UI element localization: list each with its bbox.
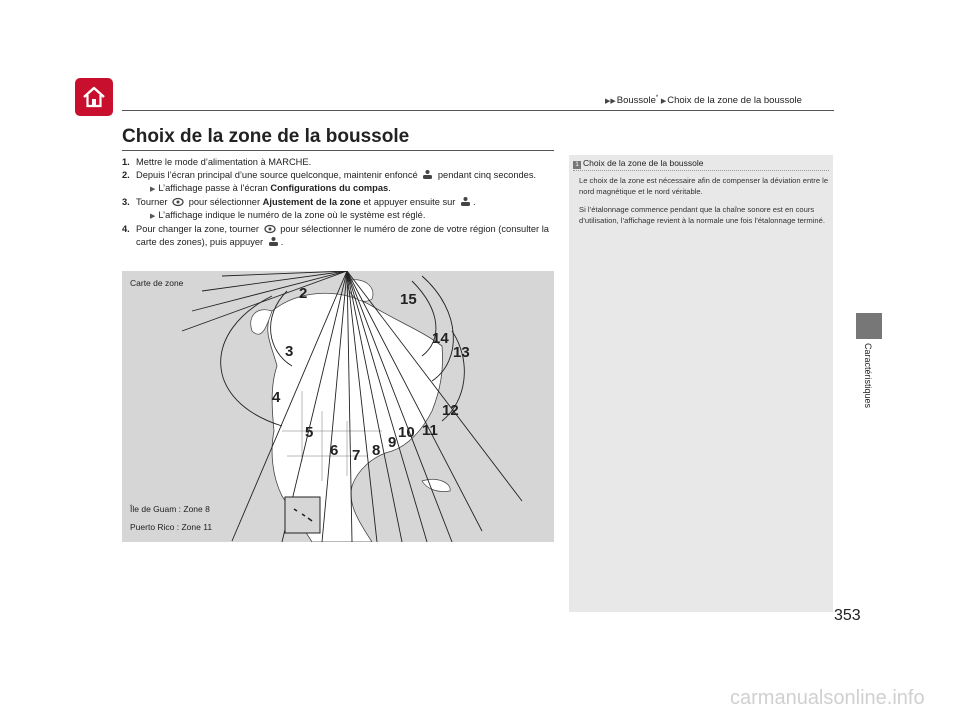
breadcrumb-boussole[interactable]: Boussole [616,95,656,107]
result-text: L’affichage indique le numéro de la zone où le système est réglé. [158,210,426,220]
chapter-tab[interactable] [856,313,882,339]
step-text: Depuis l’écran principal d’une source quelconque, maintenir enfoncé [136,170,418,180]
punct: . [280,237,284,247]
zone-4: 4 [272,389,281,406]
chapter-label: Caractéristiques [863,343,873,409]
sidebar-para-1: Le choix de la zone est nécessaire afin de compenser la déviation entre le nord magnétique et le nord véritable. [579,176,829,196]
zone-10: 10 [398,424,415,441]
press-icon [268,236,279,247]
note-sidebar [569,155,833,612]
step-text: Mettre le mode d’alimentation à MARCHE. [136,157,312,167]
map-title: Carte de zone [130,278,184,288]
step-number: 2. [122,170,130,180]
step-text: Tourner [136,197,168,207]
note-badge: 1 [573,161,581,169]
zone-15: 15 [400,291,417,308]
zone-14: 14 [432,330,449,347]
sidebar-rule [573,170,829,171]
step-3-result: ▶ L’affichage indique le numéro de la zone où le système est réglé. [150,210,426,220]
puerto-rico-label: Puerto Rico : Zone 11 [130,522,213,532]
step-4 [122,223,554,249]
zone-11: 11 [422,422,438,439]
rotate-icon [264,223,276,234]
zone-12: 12 [442,402,459,419]
page-title: Choix de la zone de la boussole [122,126,410,147]
step-number: 1. [122,157,130,167]
watermark: carmanualsonline.info [730,687,925,709]
home-button[interactable] [75,78,113,116]
press-icon [460,196,471,207]
zone-9: 9 [388,434,397,451]
step-2-result: ▶ L’affichage passe à l’écran Configurations du compas. [150,183,391,193]
step-text: pour sélectionner [188,197,261,207]
zone-6: 6 [330,442,339,459]
guam-label: Île de Guam : Zone 8 [130,504,210,514]
breadcrumb: ▶▶Boussole* ▶Choix de la zone de la boussole [605,95,802,107]
zone-5: 5 [305,424,314,441]
home-icon [79,82,109,112]
result-text: L’affichage passe à l’écran [158,183,268,193]
zone-7: 7 [352,447,361,464]
step-text: pour sélectionner le numéro de zone de votre région (consulter la carte des zones), puis appuyer [136,224,549,247]
step-3 [122,196,554,223]
rotate-icon [172,196,184,207]
punct: . [388,183,391,193]
step-text: Pour changer la zone, tourner [136,224,260,234]
sidebar-heading-text: Choix de la zone de la boussole [583,158,704,168]
zone-2: 2 [299,285,308,302]
zone-13: 13 [453,344,470,361]
punct: . [472,197,476,207]
step-number: 3. [122,197,130,207]
step-1 [122,156,554,169]
zone-8: 8 [372,442,381,459]
sidebar-body [579,175,829,233]
zone-3: 3 [285,343,294,360]
header-rule [122,110,834,111]
breadcrumb-current: Choix de la zone de la boussole [667,95,802,107]
menu-item-name: Ajustement de la zone [262,197,361,207]
step-text: pendant cinq secondes. [437,170,537,180]
zone-map [122,271,554,542]
step-2 [122,169,554,196]
sidebar-para-2: Si l’étalonnage commence pendant que la chaîne sonore est en cours d’utilisation, l’affichage revient à la normale une fois l’étalonnage terminé. [579,205,825,225]
screen-name: Configurations du compas [270,183,389,193]
title-rule [122,150,554,151]
instruction-steps [122,156,554,249]
page-number: 353 [834,607,861,624]
asterisk: * [655,95,659,101]
step-number: 4. [122,224,130,234]
press-icon [422,169,433,180]
sidebar-heading [573,158,704,169]
step-text: et appuyer ensuite sur [363,197,456,207]
zone-map-graphic [122,271,554,542]
